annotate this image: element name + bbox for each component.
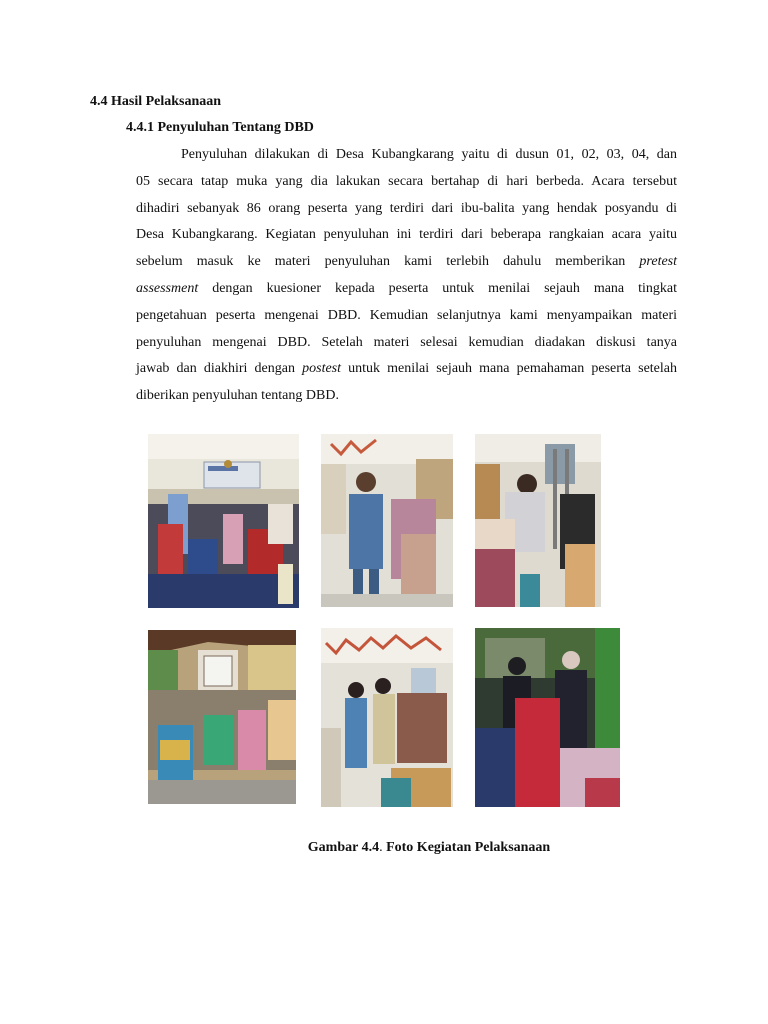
figure-caption — [0, 840, 768, 856]
paragraph-line: Desa Kubangkarang. Kegiatan penyuluhan ini terdiri dari beberapa rangkaian acara yaitu — [136, 227, 677, 243]
paragraph-line — [136, 356, 677, 383]
paragraph-line: pengetahuan peserta mengenai DBD. Kemudian selanjutnya kami menyampaikan materi — [136, 307, 677, 323]
paragraph-line — [136, 249, 677, 276]
paragraph-text: jawab dan diakhiri dengan — [136, 361, 295, 377]
paragraph-line — [136, 276, 677, 303]
activity-photo-4 — [148, 630, 296, 804]
activity-photo-6 — [475, 628, 620, 807]
figure-separator: . — [379, 840, 383, 855]
paragraph-text: sebelum masuk ke materi penyuluhan kami terlebih dahulu memberikan — [136, 254, 626, 270]
activity-photo-1 — [148, 434, 299, 608]
paragraph-text: untuk menilai sejauh mana pemahaman peserta setelah — [348, 361, 677, 377]
figure-title: Foto Kegiatan Pelaksanaan — [382, 840, 551, 855]
paragraph-line: penyuluhan mengenai DBD. Setelah materi selesai kemudian diadakan diskusi tanya — [136, 334, 677, 350]
body-paragraph — [136, 142, 677, 410]
subsection-heading: 4.4.1 Penyuluhan Tentang DBD — [126, 120, 314, 135]
figure-label: Gambar 4.4 — [307, 840, 380, 855]
activity-photo-2 — [321, 434, 453, 607]
activity-photo-5 — [321, 628, 453, 807]
paragraph-line: 05 secara tatap muka yang dia lakukan secara bertahap di hari berbeda. Acara tersebut — [136, 173, 677, 189]
activity-photo-3 — [475, 434, 601, 607]
paragraph-line: diberikan penyuluhan tentang DBD. — [136, 388, 339, 404]
italic-term: assessment — [136, 280, 199, 296]
paragraph-line: Penyuluhan dilakukan di Desa Kubangkarang yaitu di dusun 01, 02, 03, 04, dan — [181, 147, 677, 162]
italic-term: postest — [302, 361, 342, 377]
section-heading: 4.4 Hasil Pelaksanaan — [90, 94, 222, 109]
italic-term: pretest — [639, 254, 678, 270]
paragraph-text: dengan kuesioner kepada peserta untuk menilai sejauh mana tingkat — [212, 280, 678, 296]
paragraph-line: dihadiri sebanyak 86 orang peserta yang terdiri dari ibu-balita yang hendak posyandu di — [136, 200, 677, 216]
